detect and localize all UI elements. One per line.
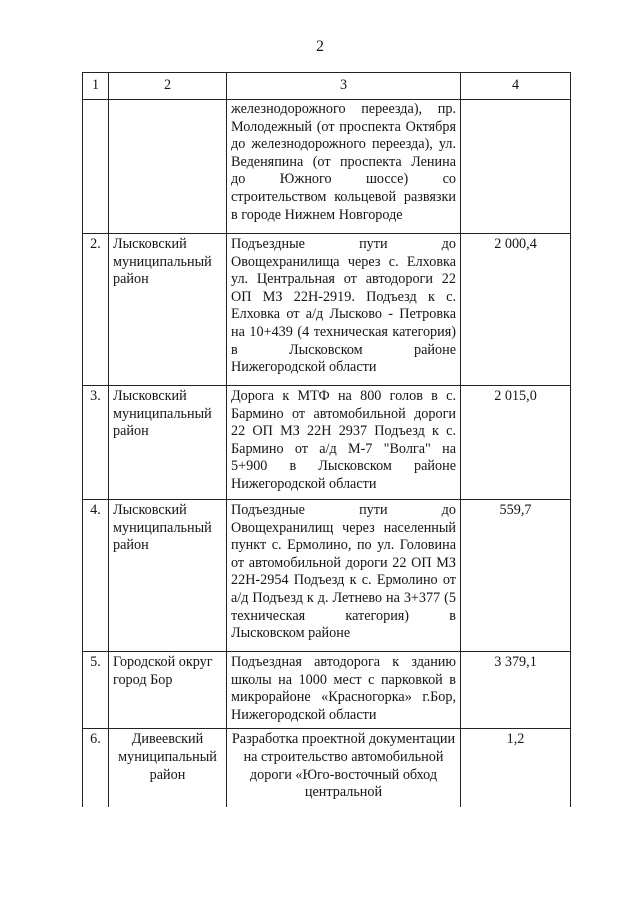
object-description: Дорога к МТФ на 800 голов в с. Бармино от автомобильной дороги 22 ОП МЗ 22Н 2937 Подъезд к с. Бармино от а/д М-7 "Волга" на 5+900 в Лысковском районе Нижегородской области: [227, 386, 461, 500]
table-row: [83, 729, 571, 808]
table-row-continuation: [83, 100, 571, 234]
object-description: Разработка проектной документации на строительство автомобильной дороги «Юго-восточный обход центральной: [227, 729, 461, 808]
amount-value: 2 015,0: [461, 386, 571, 500]
object-description: Подъездные пути до Овощехранилищ через населенный пункт с. Ермолино, по ул. Головина от автомобильной дороги 22 ОП МЗ 22Н-2954 Подъезд к с. Ермолино от а/д Подъезд к д. Летнево на 3+377 (5 техническая категория) в Лысковском районе: [227, 500, 461, 652]
amount-value: 2 000,4: [461, 234, 571, 386]
page-number: 2: [316, 38, 324, 55]
amount-value: 1,2: [461, 729, 571, 808]
district-cell: [109, 100, 227, 234]
data-table: [82, 72, 571, 807]
description-cell: железнодорожного переезда), пр. Молодежный (от проспекта Октября до железнодорожного переезда), ул. Веденяпина (от проспекта Ленина до Южного шоссе) со строительством кольцевой развязки в городе Нижнем Новгороде: [227, 100, 461, 234]
table-header-row: [83, 73, 571, 100]
amount-value: 559,7: [461, 500, 571, 652]
amount-cell: [461, 100, 571, 234]
table-row: [83, 500, 571, 652]
district-name: Городской округ город Бор: [109, 652, 227, 729]
header-cell-3: 3: [227, 73, 461, 100]
header-cell-4: 4: [461, 73, 571, 100]
row-number: 5.: [83, 652, 109, 729]
row-number: 4.: [83, 500, 109, 652]
district-name: Лысковский муниципальный район: [109, 386, 227, 500]
row-number: 6.: [83, 729, 109, 808]
row-number: 2.: [83, 234, 109, 386]
table-row: [83, 234, 571, 386]
district-name: Дивеевский муниципальный район: [109, 729, 227, 808]
row-number: 3.: [83, 386, 109, 500]
row-number-cell: [83, 100, 109, 234]
district-name: Лысковский муниципальный район: [109, 500, 227, 652]
table-row: [83, 652, 571, 729]
header-cell-2: 2: [109, 73, 227, 100]
district-name: Лысковский муниципальный район: [109, 234, 227, 386]
header-cell-1: 1: [83, 73, 109, 100]
object-description: Подъездная автодорога к зданию школы на 1000 мест с парковкой в микрорайоне «Красногорка» г.Бор, Нижегородской области: [227, 652, 461, 729]
table-row: [83, 386, 571, 500]
amount-value: 3 379,1: [461, 652, 571, 729]
object-description: Подъездные пути до Овощехранилища через с. Елховка ул. Центральная от автодороги 22 ОП МЗ 22Н-2919. Подъезд к с. Елховка от а/д Лысково - Петровка на 10+439 (4 техническая категория) в Лысковском районе Нижегородской области: [227, 234, 461, 386]
